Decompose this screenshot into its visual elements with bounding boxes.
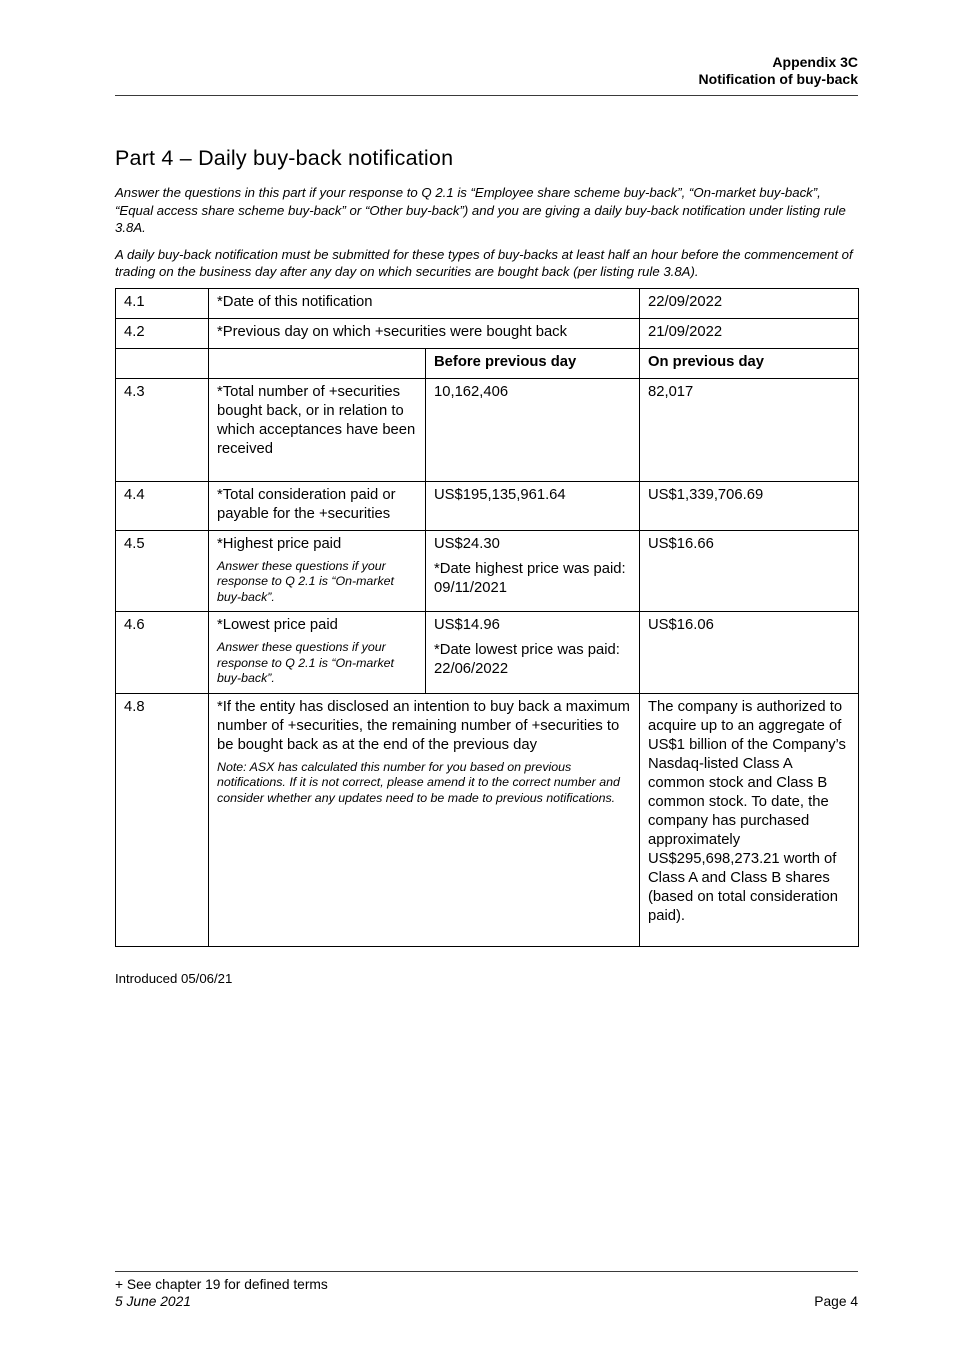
page-content bbox=[115, 0, 858, 986]
row-4-5-number: 4.5 bbox=[116, 530, 209, 612]
row-4-2-value: 21/09/2022 bbox=[640, 318, 859, 348]
intro-section bbox=[115, 184, 858, 281]
table-row-4-4 bbox=[116, 481, 859, 530]
intro-paragraph-1: Answer the questions in this part if your response to Q 2.1 is “Employee share scheme buy-back”, “On-market buy-back”, “Equal access share scheme buy-back” or “Other buy-back”) and you are giving a daily buy-back notification under listing rule 3.8A. bbox=[115, 185, 846, 235]
header-empty-cell-1 bbox=[116, 348, 209, 378]
row-4-2-number: 4.2 bbox=[116, 318, 209, 348]
column-header-before: Before previous day bbox=[426, 348, 640, 378]
footer-second-row bbox=[115, 1293, 858, 1310]
row-4-4-label: *Total consideration paid or payable for the +securities bbox=[209, 481, 426, 530]
row-4-5-label-cell bbox=[209, 530, 426, 612]
buyback-table bbox=[115, 288, 859, 947]
column-header-on: On previous day bbox=[640, 348, 859, 378]
row-4-3-before-value: 10,162,406 bbox=[426, 378, 640, 481]
footer-date: 5 June 2021 bbox=[115, 1294, 191, 1309]
row-4-3-label: *Total number of +securities bought back, or in relation to which acceptances have been received bbox=[209, 378, 426, 481]
row-4-6-number: 4.6 bbox=[116, 612, 209, 694]
row-4-6-before-value: US$14.96 bbox=[434, 617, 500, 633]
row-4-8-label-cell bbox=[209, 693, 640, 946]
row-4-5-note: Answer these questions if your response to Q 2.1 is “On-market buy-back”. bbox=[217, 558, 394, 604]
page-footer bbox=[115, 1271, 858, 1310]
row-4-1-label: *Date of this notification bbox=[209, 288, 640, 318]
page-number: Page 4 bbox=[814, 1294, 858, 1309]
appendix-label: Appendix 3C bbox=[772, 54, 858, 70]
row-4-1-value: 22/09/2022 bbox=[640, 288, 859, 318]
row-4-8-note: Note: ASX has calculated this number for you based on previous notifications. If it is not correct, please amend it to the correct number and consider whether any updates need to be made to previous notifications. bbox=[217, 759, 620, 805]
row-4-8-label: *If the entity has disclosed an intention to buy back a maximum number of +securities, the remaining number of +securities to be bought back as at the end of the previous day bbox=[217, 698, 630, 753]
intro-paragraph-2: A daily buy-back notification must be submitted for these types of buy-backs at least half an hour before the commencement of trading on the business day after any day on which securities are bought back (per listing rule 3.8A). bbox=[115, 246, 853, 279]
header-empty-cell-2 bbox=[209, 348, 426, 378]
row-4-5-on-value: US$16.66 bbox=[640, 530, 859, 612]
row-4-4-before-value: US$195,135,961.64 bbox=[426, 481, 640, 530]
row-4-6-before-cell bbox=[426, 612, 640, 694]
table-row-4-3 bbox=[116, 378, 859, 481]
row-4-6-label: *Lowest price paid bbox=[217, 617, 338, 633]
row-4-6-on-value: US$16.06 bbox=[640, 612, 859, 694]
row-4-3-number: 4.3 bbox=[116, 378, 209, 481]
row-4-8-number: 4.8 bbox=[116, 693, 209, 946]
table-row-4-8 bbox=[116, 693, 859, 946]
table-row-4-1 bbox=[116, 288, 859, 318]
row-4-1-number: 4.1 bbox=[116, 288, 209, 318]
table-row-4-6 bbox=[116, 612, 859, 694]
table-row-4-2 bbox=[116, 318, 859, 348]
row-4-4-on-value: US$1,339,706.69 bbox=[640, 481, 859, 530]
row-4-5-before-cell bbox=[426, 530, 640, 612]
table-column-header-row bbox=[116, 348, 859, 378]
defined-terms-note: + See chapter 19 for defined terms bbox=[115, 1277, 328, 1292]
row-4-3-on-value: 82,017 bbox=[640, 378, 859, 481]
row-4-6-note: Answer these questions if your response to Q 2.1 is “On-market buy-back”. bbox=[217, 640, 394, 685]
row-4-5-before-value: US$24.30 bbox=[434, 535, 500, 552]
introduced-note: Introduced 05/06/21 bbox=[115, 970, 233, 986]
row-4-2-label: *Previous day on which +securities were bought back bbox=[209, 318, 640, 348]
row-4-8-value: The company is authorized to acquire up to an aggregate of US$1 billion of the Company’s Nasdaq-listed Class A common stock and Class B common stock. To date, the company has purchased approximately US$295,698,273.21 worth of Class A and Class B shares (based on total consideration paid). bbox=[640, 693, 859, 946]
running-header bbox=[115, 0, 858, 96]
table-row-4-5 bbox=[116, 530, 859, 612]
appendix-subtitle: Notification of buy-back bbox=[698, 71, 858, 87]
row-4-5-before-date: *Date highest price was paid: 09/11/2021 bbox=[434, 560, 626, 596]
row-4-6-label-cell bbox=[209, 612, 426, 694]
page-title: Part 4 – Daily buy-back notification bbox=[115, 146, 454, 170]
row-4-5-label: *Highest price paid bbox=[217, 535, 342, 552]
row-4-4-number: 4.4 bbox=[116, 481, 209, 530]
row-4-6-before-date: *Date lowest price was paid: 22/06/2022 bbox=[434, 642, 620, 677]
